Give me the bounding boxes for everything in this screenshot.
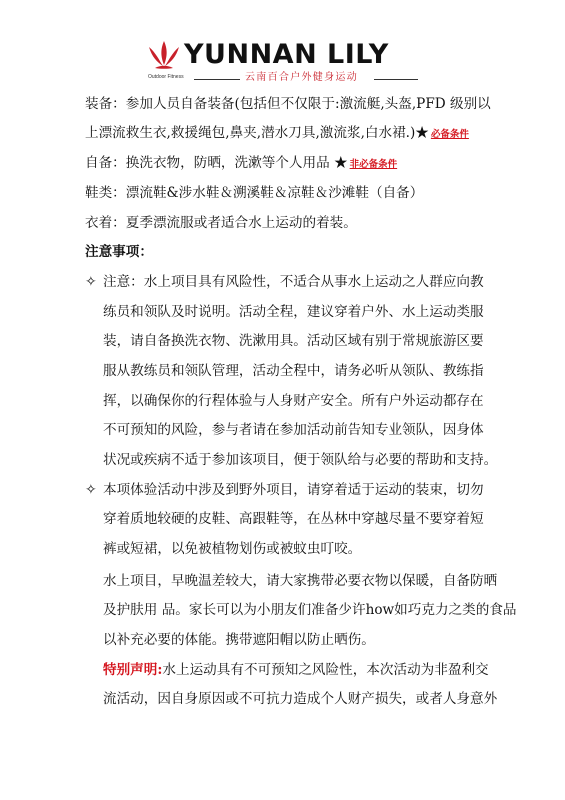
brand-logo — [146, 38, 418, 88]
note1-line: 练员和领队及时说明。活动全程，建议穿着户外、水上运动类服 — [103, 304, 484, 320]
water-line: 水上项目，早晚温差较大，请大家携带必要衣物以保暖，自备防晒 — [103, 573, 498, 589]
note2-line: 裤或短裙，以免被植物划伤或被蚊虫叮咬。 — [103, 541, 362, 557]
note1-line: 注意：水上项目具有风险性，不适合从事水上运动之人群应向教 — [103, 274, 484, 290]
note1-line: 挥，以确保你的行程体验与人身财产安全。所有户外运动都存在 — [103, 393, 484, 409]
notes-title: 注意事项： — [85, 244, 153, 260]
lily-flower-icon — [146, 38, 182, 72]
special-text-1: 水上运动具有不可预知之风险性，本次活动为非盈利交 — [162, 662, 489, 678]
brand-name: YUNNAN LILY — [184, 39, 389, 70]
equipment-line-2-text: 上漂流救生衣,救援绳包,鼻夹,潜水刀具,激流浆,白水裙.)★ — [85, 125, 429, 141]
tagline-divider-left — [194, 79, 240, 80]
note1-line: 装，请自备换洗衣物、洗漱用具。活动区域有别于常规旅游区要 — [103, 333, 484, 349]
equipment-line-1: 装备：参加人员自备装备(包括但不仅限于:激流艇,头盔,PFD 级别以 — [85, 96, 491, 112]
special-line-1 — [103, 661, 489, 679]
shoes-line: 鞋类：漂流鞋&涉水鞋＆溯溪鞋＆凉鞋＆沙滩鞋（自备） — [85, 185, 424, 201]
tagline-divider-right — [374, 79, 418, 80]
bullet-diamond-icon: ✧ — [85, 274, 97, 290]
equipment-line-2 — [85, 124, 469, 144]
special-line-2: 流活动，因自身原因或不可抗力造成个人财产损失，或者人身意外 — [103, 691, 498, 707]
note1-line: 服从教练员和领队管理，活动全程中，请务必听从领队、教练指 — [103, 363, 484, 379]
note1-line: 不可预知的风险，参与者请在参加活动前告知专业领队，因身体 — [103, 422, 484, 438]
note2-line: 穿着质地较硬的皮鞋、高跟鞋等，在丛林中穿越尽量不要穿着短 — [103, 511, 484, 527]
optional-note: 非必备条件 — [349, 159, 398, 170]
note2-line: 本项体验活动中涉及到野外项目，请穿着适于运动的装束，切勿 — [103, 482, 484, 498]
bullet-diamond-icon: ✧ — [85, 482, 97, 498]
clothing-line: 衣着：夏季漂流服或者适合水上运动的着装。 — [85, 215, 357, 231]
note1-line: 状况或疾病不适于参加该项目，便于领队给与必要的帮助和支持。 — [103, 452, 498, 468]
water-line: 及护肤用 品。家长可以为小朋友们准备少许how如巧克力之类的食品 — [103, 602, 517, 618]
self-prep-text: 自备：换洗衣物，防晒，洗漱等个人用品 ★ — [85, 155, 348, 171]
tagline-cn: 云南百合户外健身运动 — [245, 72, 358, 83]
water-line: 以补充必要的体能。携带遮阳帽以防止晒伤。 — [103, 632, 375, 648]
self-prep-line — [85, 154, 397, 174]
tagline-en: Outdoor Fitness — [148, 74, 184, 80]
required-note: 必备条件 — [430, 129, 469, 140]
special-label: 特别声明: — [103, 662, 163, 678]
